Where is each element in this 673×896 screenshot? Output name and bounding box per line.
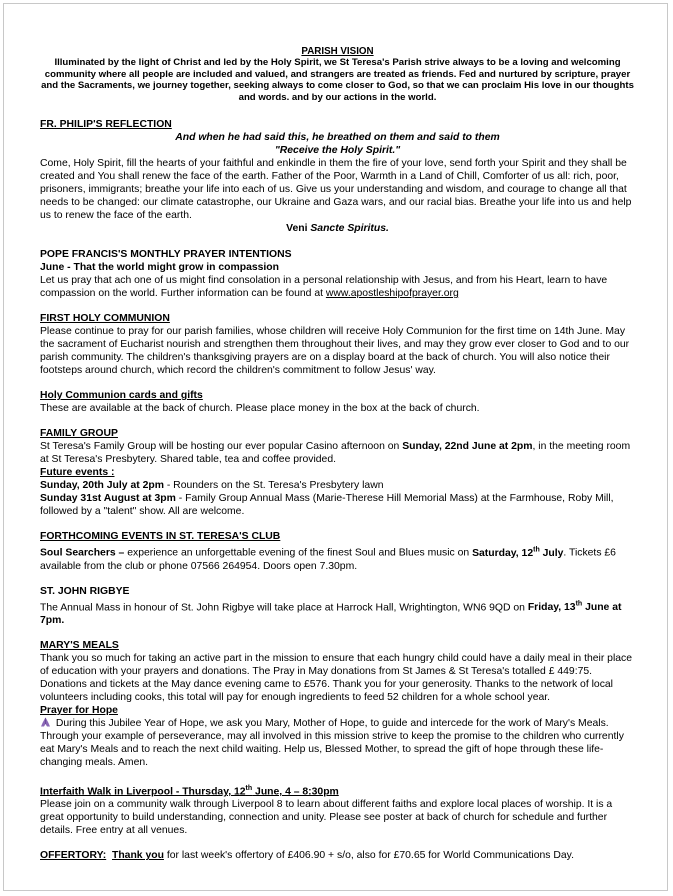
pope-body (40, 274, 635, 300)
club-heading: FORTHCOMING EVENTS IN ST. TERESA'S CLUB (40, 531, 281, 543)
reflection-quote-line2: "Receive the Holy Spirit." (274, 145, 401, 157)
offertory-section (40, 849, 635, 862)
communion-body: Please continue to pray for our parish families, whose children will receive Holy Communion for the first time on 14th June. May the sacrament of Eucharist nourish and strengthen them throughout their lives, and may they grow ever closer to God and to our parish community. The children's thanksgiving prayers are on a display board at the back of church. You will also notice their footsteps around church, which record the children's commitment to follow Jesus' way. (40, 326, 630, 377)
future-event-1-date: Sunday, 20th July at 2pm (40, 480, 164, 492)
reflection-quote-line1: And when he had said this, he breathed on them and said to them (175, 132, 500, 144)
cards-heading: Holy Communion cards and gifts (40, 390, 203, 402)
rigbye-date-day: Friday, 13 (527, 601, 576, 613)
communion-heading: FIRST HOLY COMMUNION (40, 313, 170, 325)
future-event-2-date: Sunday 31st August at 3pm (40, 493, 176, 505)
pope-heading: POPE FRANCIS'S MONTHLY PRAYER INTENTIONS (40, 249, 292, 261)
future-events-label: Future events (40, 467, 112, 479)
family-casino-date: Sunday, 22nd June at 2pm (402, 441, 533, 453)
offertory-label: OFFERTORY: (40, 850, 107, 862)
rigbye-body (40, 598, 635, 627)
cards-body: These are available at the back of church. Please place money in the box at the back of church. (40, 403, 480, 415)
interfaith-body: Please join on a community walk through Liverpool 8 to learn about different faiths and explore local places of worship. It is a great opportunity to build understanding, connection and unity. Please see poster at back of church for schedule and further details. Free entry at all venues. (40, 799, 613, 837)
reflection-closing-veni: Veni (286, 223, 311, 235)
meals-heading: MARY'S MEALS (40, 639, 119, 651)
reflection-closing (40, 222, 635, 235)
family-body-a: St Teresa's Family Group will be hosting our ever popular Casino afternoon on (40, 441, 403, 453)
club-soul-searchers: Soul Searchers – (40, 547, 128, 559)
future-event-1 (40, 479, 635, 492)
future-event-2 (40, 492, 635, 518)
reflection-section (40, 118, 635, 235)
club-body (40, 543, 635, 572)
family-section (40, 427, 635, 518)
club-date-sup: th (533, 546, 540, 554)
prayer-for-hope-text: During this Jubilee Year of Hope, we ask you Mary, Mother of Hope, to guide and intercede for the work of Mary's Meals. Through your example of perseverance, may all involved in this mission strive to keep the promise to the children who currently eat Mary's Meals and to reach the next child waiting. Help us, Blessed Mother, to spread the gift of hope through these life-changing meals. Amen. (40, 717, 624, 768)
offertory-body: for last week's offertory of £406.90 + s/o, also for £70.65 for World Communications Day. (163, 850, 574, 862)
club-date-day: Saturday, 12 (472, 547, 534, 559)
family-body-c: , in the meeting room at St Teresa's Presbytery. Shared table, tea and coffee provided. (40, 441, 631, 466)
meals-section (40, 639, 635, 769)
rigbye-date-sup: th (575, 600, 583, 608)
club-date (472, 548, 563, 559)
communion-section (40, 312, 635, 377)
pope-intention: June - That the world might grow in compassion (40, 262, 279, 274)
interfaith-heading-sup: th (245, 784, 253, 792)
rigbye-heading: ST. JOHN RIGBYE (40, 585, 130, 597)
offertory-line (40, 849, 635, 862)
meals-body: Thank you so much for taking an active part in the mission to ensure that each hungry child could have a daily meal in their place of education with your prayers and donations. The Pray in May donations from St James & St Teresa's totalled £ 449:75. Donations and tickets at the May dance evening came to £576. Thank you for your generosity. Thanks to the network of local volunteers including cooks, this total will pay for enough ingredients to feed 52 children for a whole school year. (40, 652, 633, 703)
prayer-for-hope-body (40, 717, 635, 769)
pope-section (40, 248, 635, 300)
rigbye-section (40, 585, 635, 627)
club-body-b: experience an unforgettable evening of the finest Soul and Blues music on (127, 547, 473, 559)
interfaith-section (40, 782, 635, 837)
parish-vision (40, 46, 635, 103)
parish-vision-text: Illuminated by the light of Christ and led by the Holy Spirit, we St Teresa's Parish strive always to be a loving and welcoming community where all people are included and valued, and strangers are treated as friends. Fed and nurtured by scripture, prayer and the Sacraments, we journey together, seeking always to come closer to God, so that we can proclaim His love in our thoughts and words. and by our actions in the world. (41, 57, 634, 103)
club-section (40, 530, 635, 572)
praying-hands-icon (40, 717, 51, 727)
prayer-for-hope-heading: Prayer for Hope (40, 704, 118, 716)
parish-vision-title: PARISH VISION (301, 46, 374, 57)
interfaith-heading-a: Interfaith Walk in Liverpool - Thursday, 12 (40, 786, 246, 798)
interfaith-heading-b: June, 4 – 8:30pm (252, 786, 339, 798)
family-body (40, 440, 635, 466)
interfaith-heading (40, 782, 635, 798)
rigbye-body-a: The Annual Mass in honour of St. John Rigbye will take place at Harrock Hall, Wrightington, WN6 9QD on (40, 601, 528, 613)
future-event-1-text: - Rounders on the St. Teresa's Presbytery lawn (163, 480, 384, 492)
future-events-colon: : (111, 467, 115, 479)
family-heading: FAMILY GROUP (40, 428, 118, 440)
club-date-month: July (539, 547, 564, 559)
future-events-heading (40, 466, 635, 479)
rigbye-date-rest: June at 7pm. (40, 601, 622, 626)
reflection-closing-sancte: Sancte Spiritus. (310, 223, 389, 235)
apostleship-link[interactable]: www.apostleshipofprayer.org (325, 288, 459, 300)
cards-section (40, 389, 635, 415)
reflection-body: Come, Holy Spirit, fill the hearts of your faithful and enkindle in them the fire of your love, send forth your Spirit and they shall be created and You shall renew the face of the earth. Father of the Poor, Warmth in a Land of Chill, Comforter of us all: rich, poor, prisoners, immigrants; breathe your life into each of us. Give us your understanding and wisdom, and courage to change all that needs to be changed: our climate catastrophe, our Ukraine and Gaza wars, and our racial bias. Breathe your life into us and help us to renew the face of the earth. (40, 158, 632, 222)
future-event-2-text: - Family Group Annual Mass (Marie-Therese Hill Memorial Mass) at the Farmhouse, Roby Mill, followed by a "talent" show. All are welcome. (40, 493, 614, 518)
pope-body-text: Let us pray that ach one of us might find consolation in a personal relationship with Jesus, and from his Heart, learn to have compassion on the world. Further information can be found at (40, 275, 608, 300)
newsletter-page (40, 46, 635, 862)
reflection-heading: FR. PHILIP'S REFLECTION (40, 119, 172, 131)
offertory-thanks: Thank you (111, 850, 164, 862)
club-body-e: . Tickets £6 available from the club or phone 07566 264954. Doors open 7.30pm. (40, 547, 616, 572)
